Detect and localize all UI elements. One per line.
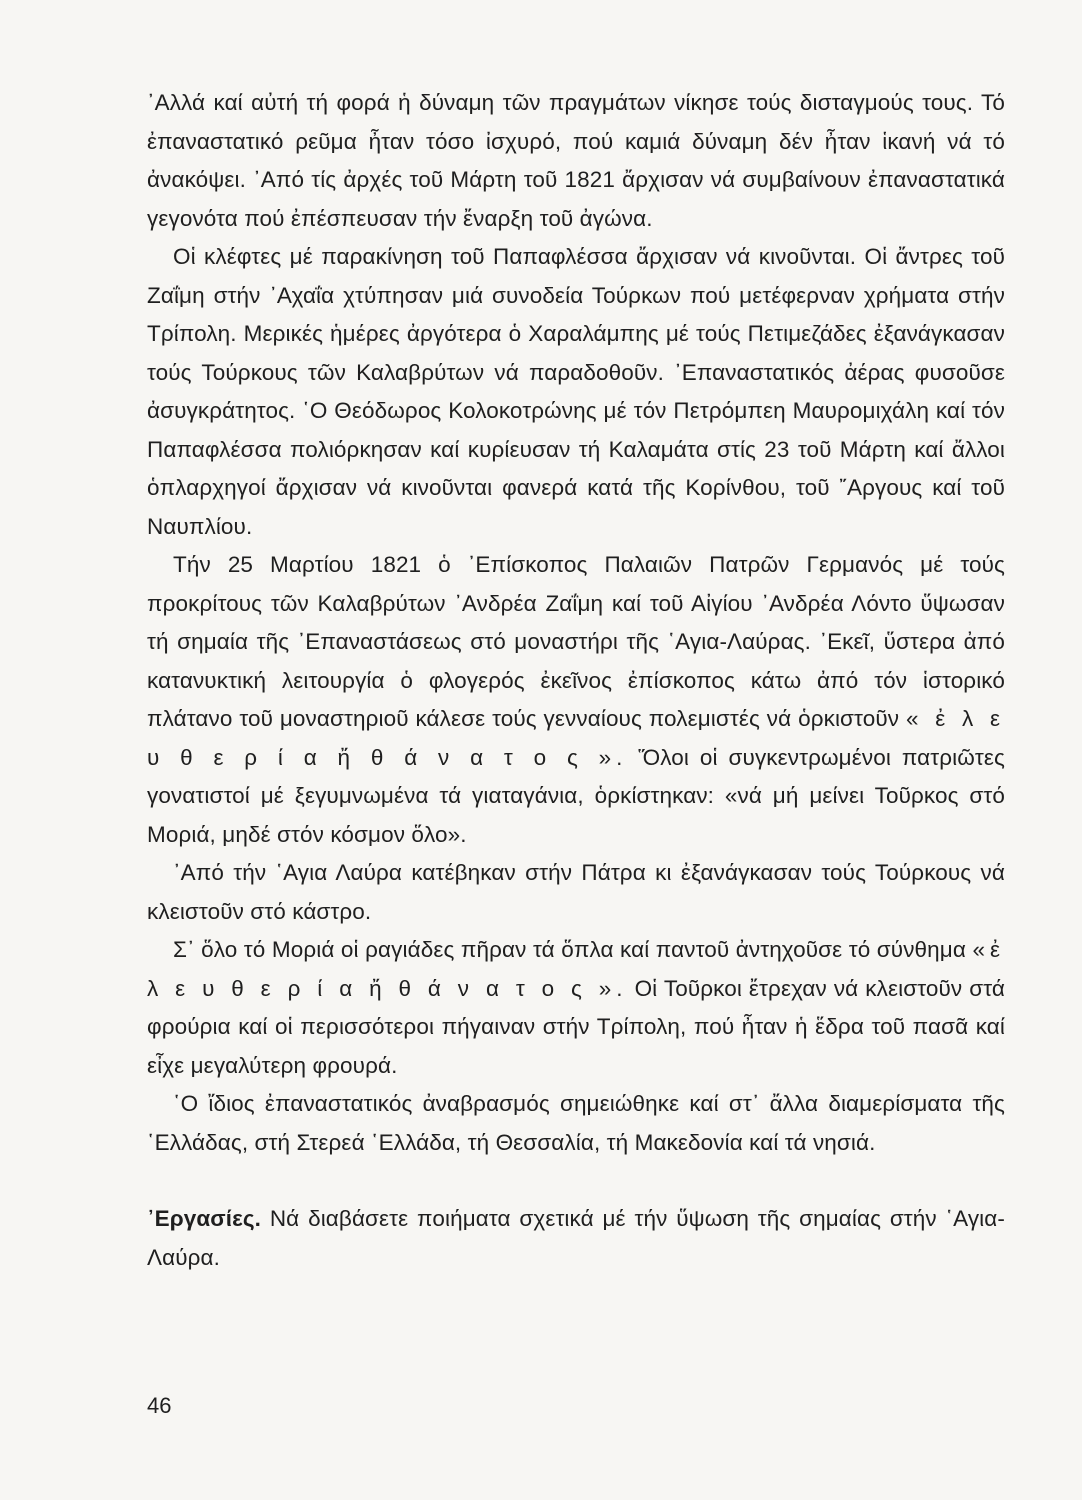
- assignment-label: ᾿Εργασίες.: [147, 1206, 262, 1231]
- assignment: [147, 1200, 1005, 1277]
- paragraph-6: ῾Ο ἴδιος ἐπαναστατικός ἀναβρασμός σημειώθηκε καί στ᾿ ἄλλα διαμερίσματα τῆς ῾Ελλάδας, στή Στερεά ῾Ελλάδα, τή Θεσσαλία, τή Μακεδονία καί τά νησιά.: [147, 1091, 1005, 1155]
- paragraph-4: ᾿Από τήν ῾Αγια Λαύρα κατέβηκαν στήν Πάτρα κι ἐξανάγκασαν τούς Τούρκους νά κλειστοῦν στό κάστρο.: [147, 860, 1005, 924]
- page-number: 46: [147, 1393, 172, 1418]
- page-body: [147, 84, 1005, 1277]
- paragraph-3-continued: Ὅλοι οἱ συγκεντρωμένοι πατριῶτες γονατιστοί μέ ξεγυμνωμένα τά γιαταγάνια, ὁρκίστηκαν: «νά μή μείνει Τοῦρκος στό Μοριά, μηδέ στόν κόσμον ὅλο».: [147, 744, 1005, 847]
- slogan-quote: «ἐ λ ε υ θ ε ρ ί α ἤ θ ά ν α τ ο ς ».: [147, 937, 1005, 1001]
- paragraph-1: ᾿Αλλά καί αὐτή τή φορά ἡ δύναμη τῶν πραγμάτων νίκησε τούς δισταγμούς τους. Τό ἐπαναστατικό ρεῦμα ἦταν τόσο ἰσχυρό, πού καμιά δύναμη δέν ἦταν ἱκανή νά τό ἀνακόψει. ᾿Από τίς ἀρχές τοῦ Μάρτη τοῦ 1821 ἄρχισαν νά συμβαίνουν ἐπαναστατικά γεγονότα πού ἐπέσπευσαν τήν ἔναρξη τοῦ ἀγώνα.: [147, 90, 1005, 231]
- section-gap: [147, 1162, 1005, 1200]
- paragraph-2: Οἱ κλέφτες μέ παρακίνηση τοῦ Παπαφλέσσα ἄρχισαν νά κινοῦνται. Οἱ ἄντρες τοῦ Ζαΐμη στήν ᾿Αχαΐα χτύπησαν μιά συνοδεία Τούρκων πού μετέφερναν χρήματα στήν Τρίπολη. Μερικές ἡμέρες ἀργότερα ὁ Χαραλάμπης μέ τούς Πετιμεζάδες ἐξανάγκασαν τούς Τούρκους τῶν Καλαβρύτων νά παραδοθοῦν. ᾿Επαναστατικός ἀέρας φυσοῦσε ἀσυγκράτητος. ῾Ο Θεόδωρος Κολοκοτρώνης μέ τόν Πετρόμπεη Μαυρομιχάλη καί τόν Παπαφλέσσα πολιόρκησαν καί κυρίευσαν τή Καλαμάτα στίς 23 τοῦ Μάρτη καί ἄλλοι ὁπλαρχηγοί ἄρχισαν νά κινοῦνται φανερά κατά τῆς Κορίνθου, τοῦ ῎Αργους καί τοῦ Ναυπλίου.: [147, 244, 1005, 539]
- paragraph-3-text: Τήν 25 Μαρτίου 1821 ὁ ᾿Επίσκοπος Παλαιῶν Πατρῶν Γερμανός μέ τούς προκρίτους τῶν Καλαβρύτων ᾿Ανδρέα Ζαΐμη καί τοῦ Αἰγίου ᾿Ανδρέα Λόντο ὕψωσαν τή σημαία τῆς ᾿Επαναστάσεως στό μοναστήρι τῆς ῾Αγια-Λαύρας. ᾿Εκεῖ, ὕστερα ἀπό κατανυκτική λειτουργία ὁ φλογερός ἐκεῖνος ἐπίσκοπος κάτω ἀπό τόν ἱστορικό πλάτανο τοῦ μοναστηριοῦ κάλεσε τούς γενναίους πολεμιστές νά ὁρκιστοῦν: [147, 552, 1005, 731]
- paragraph-3: [147, 546, 1005, 854]
- paragraph-5-text: Σ᾿ ὅλο τό Μοριά οἱ ραγιάδες πῆραν τά ὅπλα καί παντοῦ ἀντηχοῦσε τό σύνθημα: [173, 937, 966, 962]
- paragraph-5: [147, 931, 1005, 1085]
- oath-quote: « ἐ λ ε υ θ ε ρ ί α ἤ θ ά ν α τ ο ς ».: [147, 706, 1006, 770]
- assignment-text: Νά διαβάσετε ποιήματα σχετικά μέ τήν ὕψωση τῆς σημαίας στήν ῾Αγια-Λαύρα.: [147, 1206, 1005, 1270]
- paragraph-5-continued: Οἱ Τοῦρκοι ἔτρεχαν νά κλειστοῦν στά φρούρια καί οἱ περισσότεροι πήγαιναν στήν Τρίπολη, πού ἦταν ἡ ἕδρα τοῦ πασᾶ καί εἶχε μεγαλύτερη φρουρά.: [147, 975, 1005, 1078]
